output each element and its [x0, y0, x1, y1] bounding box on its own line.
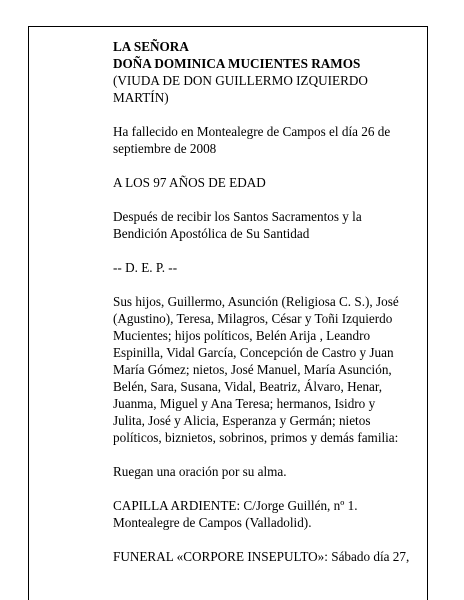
family-line: Belén, Sara, Susana, Vidal, Beatriz, Álvaro, Henar,	[113, 379, 383, 394]
funeral-line-1: FUNERAL «CORPORE INSEPULTO»: Sábado día 27,	[113, 549, 410, 564]
rip-text: -- D. E. P. --	[113, 260, 178, 275]
chapel-line-2: Montealegre de Campos (Valladolid).	[113, 515, 312, 530]
family-line: Julita, José y Alicia, Esperanza y Germán; nietos	[113, 413, 371, 428]
obituary-heading	[113, 38, 425, 106]
family-line: (Agustino), Teresa, Milagros, César y Toñi Izquierdo	[113, 311, 393, 326]
family-line: Juanma, Miguel y Ana Teresa; hermanos, Isidro y	[113, 396, 376, 411]
death-notice-line-1: Ha fallecido en Montealegre de Campos el día 26 de	[113, 124, 391, 139]
heading-line-3: (VIUDA DE DON GUILLERMO IZQUIERDO	[113, 73, 368, 88]
death-notice-line-2: septiembre de 2008	[113, 141, 217, 156]
sacraments-line-1: Después de recibir los Santos Sacramentos y la	[113, 209, 362, 224]
heading-line-4: MARTÍN)	[113, 90, 169, 105]
family-line: Sus hijos, Guillermo, Asunción (Religiosa C. S.), José	[113, 294, 399, 309]
obituary-text	[113, 38, 425, 582]
rip-line	[113, 259, 425, 276]
funeral-paragraph	[113, 548, 425, 565]
sacraments-line-2: Bendición Apostólica de Su Santidad	[113, 226, 310, 241]
chapel-paragraph	[113, 497, 425, 531]
prayer-line	[113, 463, 425, 480]
age-text: A LOS 97 AÑOS DE EDAD	[113, 175, 266, 190]
family-paragraph	[113, 293, 425, 446]
death-notice	[113, 123, 425, 157]
family-line: Espinilla, Vidal García, Concepción de Castro y Juan	[113, 345, 394, 360]
chapel-line-1: CAPILLA ARDIENTE: C/Jorge Guillén, nº 1.	[113, 498, 358, 513]
deceased-name: DOÑA DOMINICA MUCIENTES RAMOS	[113, 56, 361, 71]
family-line: políticos, biznietos, sobrinos, primos y demás familia:	[113, 430, 399, 445]
family-line: María Gómez; nietos, José Manuel, María Asunción,	[113, 362, 392, 377]
family-line: Mucientes; hijos políticos, Belén Arija , Leandro	[113, 328, 371, 343]
prayer-text: Ruegan una oración por su alma.	[113, 464, 287, 479]
heading-line-1: LA SEÑORA	[113, 39, 189, 54]
sacraments-paragraph	[113, 208, 425, 242]
age-line	[113, 174, 425, 191]
